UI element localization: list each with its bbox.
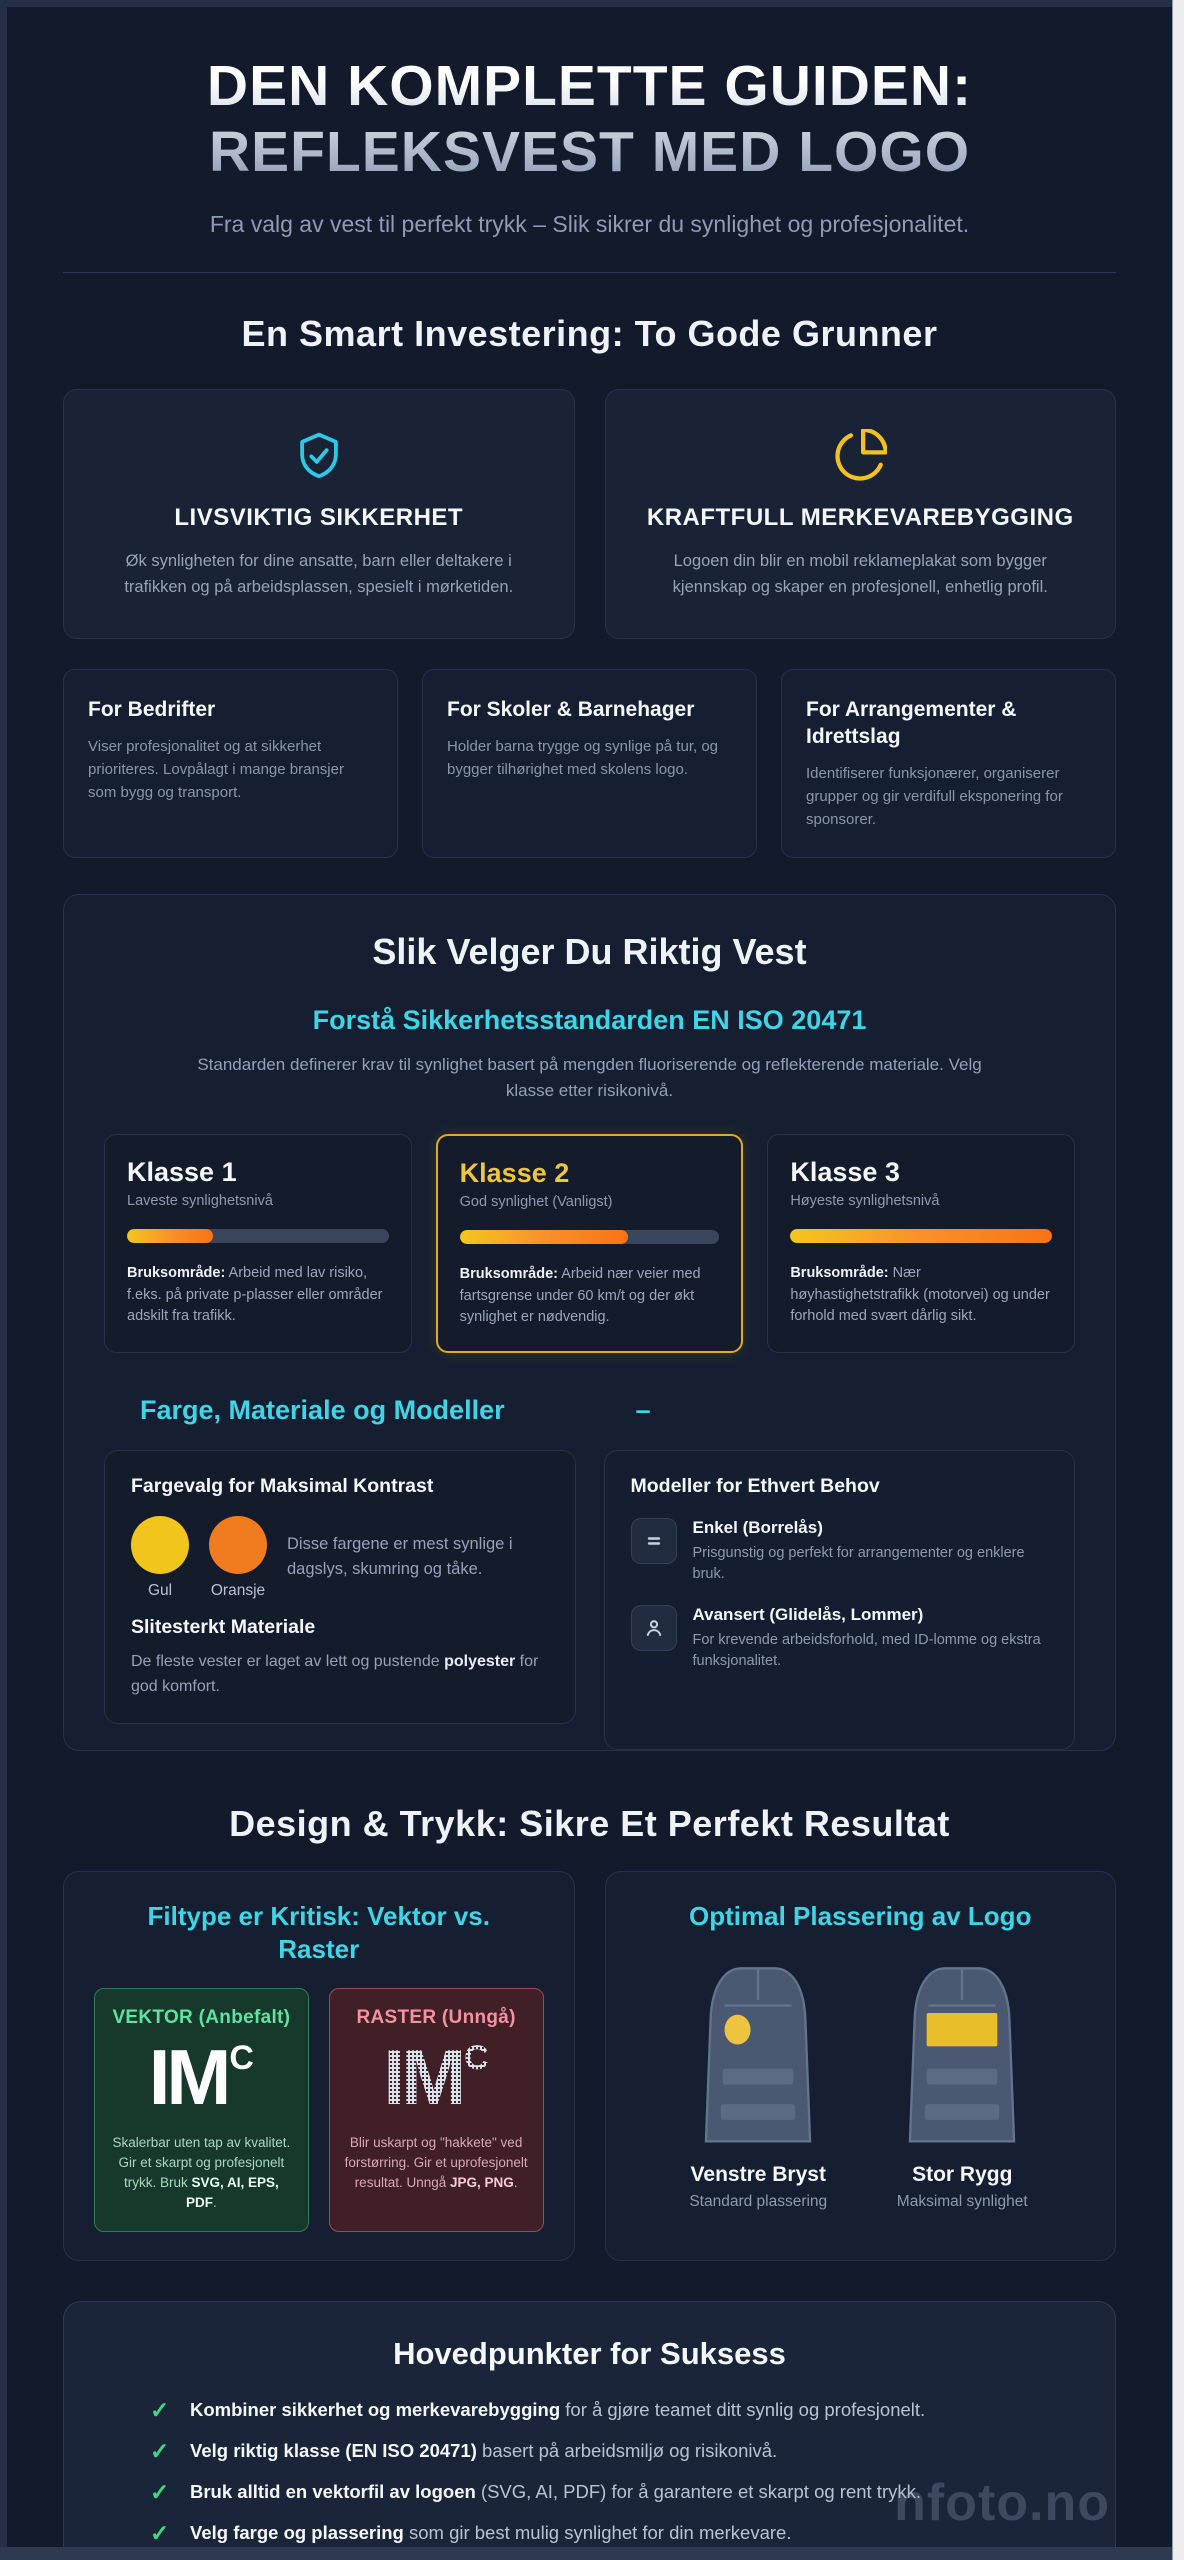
audience-title: For Skoler & Barnehager xyxy=(447,698,695,721)
placement-card xyxy=(605,1871,1117,2261)
page-title-line1: DEN KOMPLETTE GUIDEN: xyxy=(206,54,973,118)
placement-title: Optimal Plassering av Logo xyxy=(689,1900,1032,1931)
filetype-compare xyxy=(94,1988,544,2232)
placement-name: Stor Rygg xyxy=(912,2162,1013,2186)
class-name: Klasse 3 xyxy=(790,1157,900,1187)
visibility-bar-fill xyxy=(460,1230,629,1244)
logo-sup: C xyxy=(464,2038,489,2077)
check-text xyxy=(190,2396,925,2424)
class-cards xyxy=(104,1134,1075,1353)
vector-body-prefix: Skalerbar uten tap av kvalitet. Gir et skarpt og profesjonelt trykk. Bruk xyxy=(112,2134,291,2190)
header xyxy=(63,53,1116,273)
choose-heading: Slik Velger Du Riktig Vest xyxy=(372,931,807,972)
check-icon: ✓ xyxy=(150,2519,170,2546)
raster-body xyxy=(344,2133,529,2193)
model-item-avansert xyxy=(631,1605,1049,1672)
visibility-bar xyxy=(127,1229,389,1243)
yellow-swatch xyxy=(131,1516,189,1574)
usage-label: Bruksområde: xyxy=(790,1265,889,1281)
logo-text: IM xyxy=(148,2032,228,2121)
subsection-headings xyxy=(104,1395,1075,1426)
raster-formats: JPG, PNG xyxy=(450,2174,514,2190)
standard-body: Standarden definerer krav til synlighet basert på mengden fluoriserende og reflekterende materiale. Velg klasse etter risikonivå. xyxy=(197,1055,982,1100)
model-body: For krevende arbeidsforhold, med ID-lomme og ekstra funksjonalitet. xyxy=(692,1631,1041,1669)
swatch-row xyxy=(131,1516,549,1600)
reason-card-title: KRAFTFULL MERKEVAREBYGGING xyxy=(646,504,1074,531)
raster-title: RASTER (Unngå) xyxy=(356,2006,516,2028)
model-card xyxy=(604,1450,1076,1750)
page-subtitle: Fra valg av vest til perfekt trykk – Slik sikrer du synlighet og profesjonalitet. xyxy=(209,211,970,237)
visibility-bar xyxy=(790,1229,1052,1243)
model-name: Enkel (Borrelås) xyxy=(692,1517,823,1537)
reason-card-title: LIVSVIKTIG SIKKERHET xyxy=(174,504,464,531)
audience-cards xyxy=(63,669,1116,858)
check-bold: Bruk alltid en vektorfil av logoen xyxy=(190,2480,476,2502)
reason-card-body: Øk synligheten for dine ansatte, barn eller deltakere i trafikken og på arbeidsplassen, spesielt i mørketiden. xyxy=(124,552,514,596)
vector-body-suffix: . xyxy=(212,2194,217,2210)
vest-back-figure xyxy=(892,1959,1032,2211)
raster-body-suffix: . xyxy=(513,2174,518,2190)
model-item-enkel xyxy=(631,1518,1049,1585)
raster-body-prefix: Blir uskarpt og "hakkete" ved forstørring. Gir et uprofesjonelt resultat. Unngå xyxy=(344,2134,528,2190)
usage-label: Bruksområde: xyxy=(459,1266,558,1282)
check-bold: Velg farge og plassering xyxy=(190,2521,404,2543)
reason-card-safety xyxy=(63,389,575,639)
vest-illustrations xyxy=(636,1959,1086,2211)
color-card xyxy=(104,1450,576,1724)
check-item xyxy=(150,2437,1029,2465)
reason-card-branding xyxy=(605,389,1117,639)
audience-title: For Bedrifter xyxy=(88,698,216,721)
check-rest: basert på arbeidsmiljø og risikonivå. xyxy=(476,2439,778,2461)
material-suffix: for god komfort. xyxy=(131,1652,539,1695)
models-heading-dash: – xyxy=(635,1394,651,1425)
swatch-note: Disse fargene er mest synlige i dagslys, skumring og tåke. xyxy=(287,1534,513,1578)
swatch-oransje xyxy=(209,1516,267,1600)
material-bold: polyester xyxy=(444,1652,516,1670)
vector-logo-sample xyxy=(109,2032,294,2123)
usage-text: Arbeid nær veier med fartsgrense under 60 km/t og der økt synlighet er nødvendig. xyxy=(459,1266,701,1325)
material-prefix: De fleste vester er laget av lett og pustende xyxy=(131,1652,445,1670)
placement-note: Standard plassering xyxy=(689,2192,828,2210)
usage-text: Nær høyhastighetstrafikk (motorvei) og under forhold med svært dårlig sikt. xyxy=(790,1265,1050,1324)
model-card-title: Modeller for Ethvert Behov xyxy=(630,1474,880,1497)
class-card-1 xyxy=(104,1134,412,1353)
check-text xyxy=(190,2519,791,2547)
class-card-3 xyxy=(767,1134,1075,1353)
scrollbar-track[interactable] xyxy=(1172,0,1184,2560)
swatch-label: Gul xyxy=(147,1581,173,1599)
vector-box xyxy=(94,1988,309,2232)
visibility-bar-fill xyxy=(127,1229,213,1243)
class-usage xyxy=(127,1263,389,1328)
raster-box xyxy=(329,1988,544,2232)
class-level: Høyeste synlighetsnivå xyxy=(790,1193,940,1209)
orange-swatch xyxy=(209,1516,267,1574)
filetype-card xyxy=(63,1871,575,2261)
reason-cards xyxy=(63,389,1116,639)
filetype-title: Filtype er Kritisk: Vektor vs. Raster xyxy=(147,1900,490,1964)
why-heading: En Smart Investering: To Gode Grunner xyxy=(241,313,938,354)
design-section xyxy=(63,1803,1116,2261)
page-title-line2: REFLEKSVEST MED LOGO xyxy=(208,120,971,184)
person-icon xyxy=(631,1605,677,1651)
summary-heading: Hovedpunkter for Suksess xyxy=(393,2335,786,2371)
page-title xyxy=(63,53,1116,185)
audience-body: Viser profesjonalitet og at sikkerhet prioriteres. Lovpålagt i mange bransjer som bygg og transport. xyxy=(88,738,344,801)
audience-body: Identifiserer funksjonærer, organiserer grupper og gir verdifull eksponering for sponsorer. xyxy=(806,765,1063,828)
audience-title: For Arrangementer & Idrettslag xyxy=(806,698,1017,748)
logo-text: IM xyxy=(383,2032,463,2121)
vest-front-figure xyxy=(688,1959,828,2211)
usage-label: Bruksområde: xyxy=(127,1265,226,1281)
logo-sup: C xyxy=(229,2038,254,2077)
placement-note: Maksimal synlighet xyxy=(896,2192,1028,2210)
audience-card-arrangementer xyxy=(781,669,1116,858)
check-rest: for å gjøre teamet ditt synlig og profesjonelt. xyxy=(560,2398,926,2420)
design-heading: Design & Trykk: Sikre Et Perfekt Resultat xyxy=(229,1802,950,1844)
check-icon: ✓ xyxy=(150,2437,170,2464)
model-body: Prisgunstig og perfekt for arrangementer og enklere bruk. xyxy=(692,1544,1025,1582)
audience-card-skoler xyxy=(422,669,757,858)
shield-check-icon xyxy=(100,428,538,484)
swatch-label: Oransje xyxy=(210,1581,266,1599)
class-name: Klasse 1 xyxy=(127,1157,237,1187)
color-model-cards xyxy=(104,1450,1075,1724)
check-icon: ✓ xyxy=(150,2478,170,2505)
vest-back-icon xyxy=(892,1959,1032,2145)
visibility-bar-fill xyxy=(790,1229,1052,1243)
audience-card-bedrifter xyxy=(63,669,398,858)
class-card-2 xyxy=(436,1134,744,1353)
header-divider xyxy=(63,272,1116,273)
visibility-bar xyxy=(460,1230,720,1244)
check-bold: Kombiner sikkerhet og merkevarebygging xyxy=(190,2398,561,2420)
class-level: Laveste synlighetsnivå xyxy=(127,1193,273,1209)
check-rest: som gir best mulig synlighet for din merkevare. xyxy=(403,2521,792,2543)
bottom-band xyxy=(0,2547,1172,2560)
class-level: God synlighet (Vanligst) xyxy=(459,1194,613,1210)
check-icon: ✓ xyxy=(150,2396,170,2423)
check-rest: (SVG, AI, PDF) for å garantere et skarpt og rent trykk. xyxy=(475,2480,921,2502)
audience-body: Holder barna trygge og synlige på tur, og bygger tilhørighet med skolens logo. xyxy=(447,738,719,778)
material-title: Slitesterkt Materiale xyxy=(131,1615,316,1638)
pie-chart-icon xyxy=(642,428,1080,484)
check-bold: Velg riktig klasse (EN ISO 20471) xyxy=(190,2439,477,2461)
vector-body xyxy=(109,2133,294,2213)
check-text xyxy=(190,2478,921,2506)
reason-card-body: Logoen din blir en mobil reklameplakat som bygger kjennskap og skaper en profesjonell, enhetlig profil. xyxy=(672,552,1048,596)
class-usage xyxy=(790,1263,1052,1328)
material-body xyxy=(131,1649,549,1699)
model-name: Avansert (Glidelås, Lommer) xyxy=(692,1604,924,1624)
raster-logo-sample xyxy=(344,2032,529,2123)
vest-front-icon xyxy=(688,1959,828,2145)
class-usage xyxy=(460,1264,720,1329)
standard-heading: Forstå Sikkerhetsstandarden EN ISO 20471 xyxy=(312,1005,867,1035)
watermark: nfoto.no xyxy=(894,2474,1110,2532)
check-item xyxy=(150,2396,1029,2424)
why-section xyxy=(63,313,1116,858)
color-card-title: Fargevalg for Maksimal Kontrast xyxy=(131,1474,434,1497)
color-material-heading: Farge, Materiale og Modeller xyxy=(140,1394,505,1425)
design-cards xyxy=(63,1871,1116,2261)
check-text xyxy=(190,2437,777,2465)
placement-name: Venstre Bryst xyxy=(690,2162,826,2186)
vector-formats: SVG, AI, EPS, PDF xyxy=(185,2174,279,2210)
velcro-lines-icon xyxy=(631,1518,677,1564)
class-name: Klasse 2 xyxy=(459,1158,570,1188)
usage-text: Arbeid med lav risiko, f.eks. på private p-plasser eller områder adskilt fra trafikk. xyxy=(127,1265,383,1324)
vector-title: VEKTOR (Anbefalt) xyxy=(112,2006,291,2028)
swatch-gul xyxy=(131,1516,189,1600)
choose-section xyxy=(63,894,1116,1751)
